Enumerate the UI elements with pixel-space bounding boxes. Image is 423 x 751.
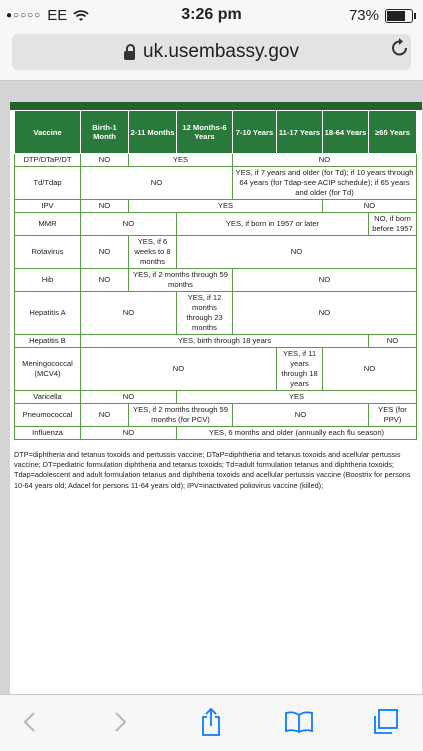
eligibility-cell: YES, 6 months and older (annually each flu season) <box>177 427 417 440</box>
vaccine-name: Influenza <box>15 427 81 440</box>
share-icon[interactable] <box>196 707 226 737</box>
eligibility-cell: NO <box>81 292 177 335</box>
browser-address-bar <box>0 30 423 81</box>
column-header: ≥65 Years <box>369 111 417 154</box>
page-content <box>10 102 422 694</box>
table-row <box>15 391 417 404</box>
column-header: Vaccine <box>15 111 81 154</box>
eligibility-cell: NO <box>81 427 177 440</box>
eligibility-cell: NO <box>81 391 177 404</box>
vaccine-name: MMR <box>15 213 81 236</box>
eligibility-cell: NO <box>81 236 129 269</box>
table-row <box>15 404 417 427</box>
eligibility-cell: NO <box>323 200 417 213</box>
eligibility-cell: NO <box>81 167 233 200</box>
eligibility-cell: YES (for PPV) <box>369 404 417 427</box>
table-row <box>15 335 417 348</box>
column-header: Birth-1 Month <box>81 111 129 154</box>
status-bar <box>0 0 423 30</box>
eligibility-cell: NO <box>81 213 177 236</box>
table-header-row <box>15 111 417 154</box>
eligibility-cell: YES, if 2 months through 59 months (for PCV) <box>129 404 233 427</box>
eligibility-cell: NO <box>81 154 129 167</box>
table-row <box>15 269 417 292</box>
eligibility-cell: NO <box>81 404 129 427</box>
eligibility-cell: NO <box>233 269 417 292</box>
vaccine-name: Td/Tdap <box>15 167 81 200</box>
reload-icon[interactable] <box>391 37 409 63</box>
eligibility-cell: YES, if 7 years and older (for Td); if 10 years through 64 years (for Tdap-see ACIP schedule); if 65 years and older (for Td) <box>233 167 417 200</box>
top-green-bar <box>10 102 422 110</box>
eligibility-cell: NO <box>369 335 417 348</box>
column-header: 11-17 Years <box>277 111 323 154</box>
eligibility-cell: YES <box>129 200 323 213</box>
clock: 3:26 pm <box>181 6 242 23</box>
book-icon[interactable] <box>284 707 314 737</box>
eligibility-cell: NO <box>233 404 369 427</box>
table-body <box>15 154 417 440</box>
eligibility-cell: NO <box>233 292 417 335</box>
column-header: 7-10 Years <box>233 111 277 154</box>
vaccine-name: DTP/DTaP/DT <box>15 154 81 167</box>
eligibility-cell: NO <box>81 348 277 391</box>
table-row <box>15 348 417 391</box>
battery-icon <box>385 9 413 23</box>
battery-percent: 73% <box>348 7 379 24</box>
table-row <box>15 236 417 269</box>
vaccine-name: Hib <box>15 269 81 292</box>
vaccine-name: Rotavirus <box>15 236 81 269</box>
eligibility-cell: YES <box>177 391 417 404</box>
vaccine-name: Meningococcal (MCV4) <box>15 348 81 391</box>
column-header: 2-11 Months <box>129 111 177 154</box>
table-row <box>15 427 417 440</box>
table-row <box>15 292 417 335</box>
vaccine-name: Hepatitis A <box>15 292 81 335</box>
footnote: DTP=diphtheria and tetanus toxoids and pertussis vaccine; DTaP=diphtheria and tetanus toxoids and acellular pertussis vaccine; DT=pediatric formulation diphtheria and tetanus toxoids; Td=adult formulation tetanus and diphtheria toxoids; Tdap=adolescent and adult formulation tetanus and diphtheria toxoids and acellular pertussis vaccine (Boostrix for persons 10-64 years old; Adacel for persons 11-64 years old); IPV=inactivated poliovirus vaccine (killed); <box>14 450 411 490</box>
eligibility-cell: YES, if born in 1957 or later <box>177 213 369 236</box>
browser-toolbar <box>0 694 423 751</box>
url-field[interactable] <box>12 34 411 70</box>
eligibility-cell: NO, if born before 1957 <box>369 213 417 236</box>
signal-strength-icon: ●○○○○ <box>6 10 42 21</box>
eligibility-cell: YES, birth through 18 years <box>81 335 369 348</box>
table-row <box>15 167 417 200</box>
eligibility-cell: YES, if 11 years through 18 years <box>277 348 323 391</box>
url-text: uk.usembassy.gov <box>143 41 299 62</box>
eligibility-cell: NO <box>323 348 417 391</box>
table-row <box>15 213 417 236</box>
eligibility-cell: YES, if 12 months through 23 months <box>177 292 233 335</box>
eligibility-cell: YES, if 2 months through 59 months <box>129 269 233 292</box>
vaccine-name: IPV <box>15 200 81 213</box>
vaccine-name: Pneumococcal <box>15 404 81 427</box>
table-row <box>15 154 417 167</box>
lock-icon <box>124 51 135 60</box>
column-header: 12 Months-6 Years <box>177 111 233 154</box>
back-arrow-icon[interactable] <box>14 707 44 737</box>
eligibility-cell: NO <box>177 236 417 269</box>
eligibility-cell: NO <box>81 269 129 292</box>
carrier-name: EE <box>47 7 68 24</box>
eligibility-cell: YES <box>129 154 233 167</box>
table-row <box>15 200 417 213</box>
eligibility-cell: YES, if 6 weeks to 8 months <box>129 236 177 269</box>
battery-status <box>349 7 413 24</box>
vaccine-name: Hepatitis B <box>15 335 81 348</box>
vaccine-name: Varicella <box>15 391 81 404</box>
eligibility-cell: NO <box>81 200 129 213</box>
forward-arrow-icon[interactable] <box>106 707 136 737</box>
eligibility-cell: NO <box>233 154 417 167</box>
tabs-icon[interactable] <box>370 707 400 737</box>
column-header: 18-64 Years <box>323 111 369 154</box>
vaccine-table <box>14 110 417 440</box>
